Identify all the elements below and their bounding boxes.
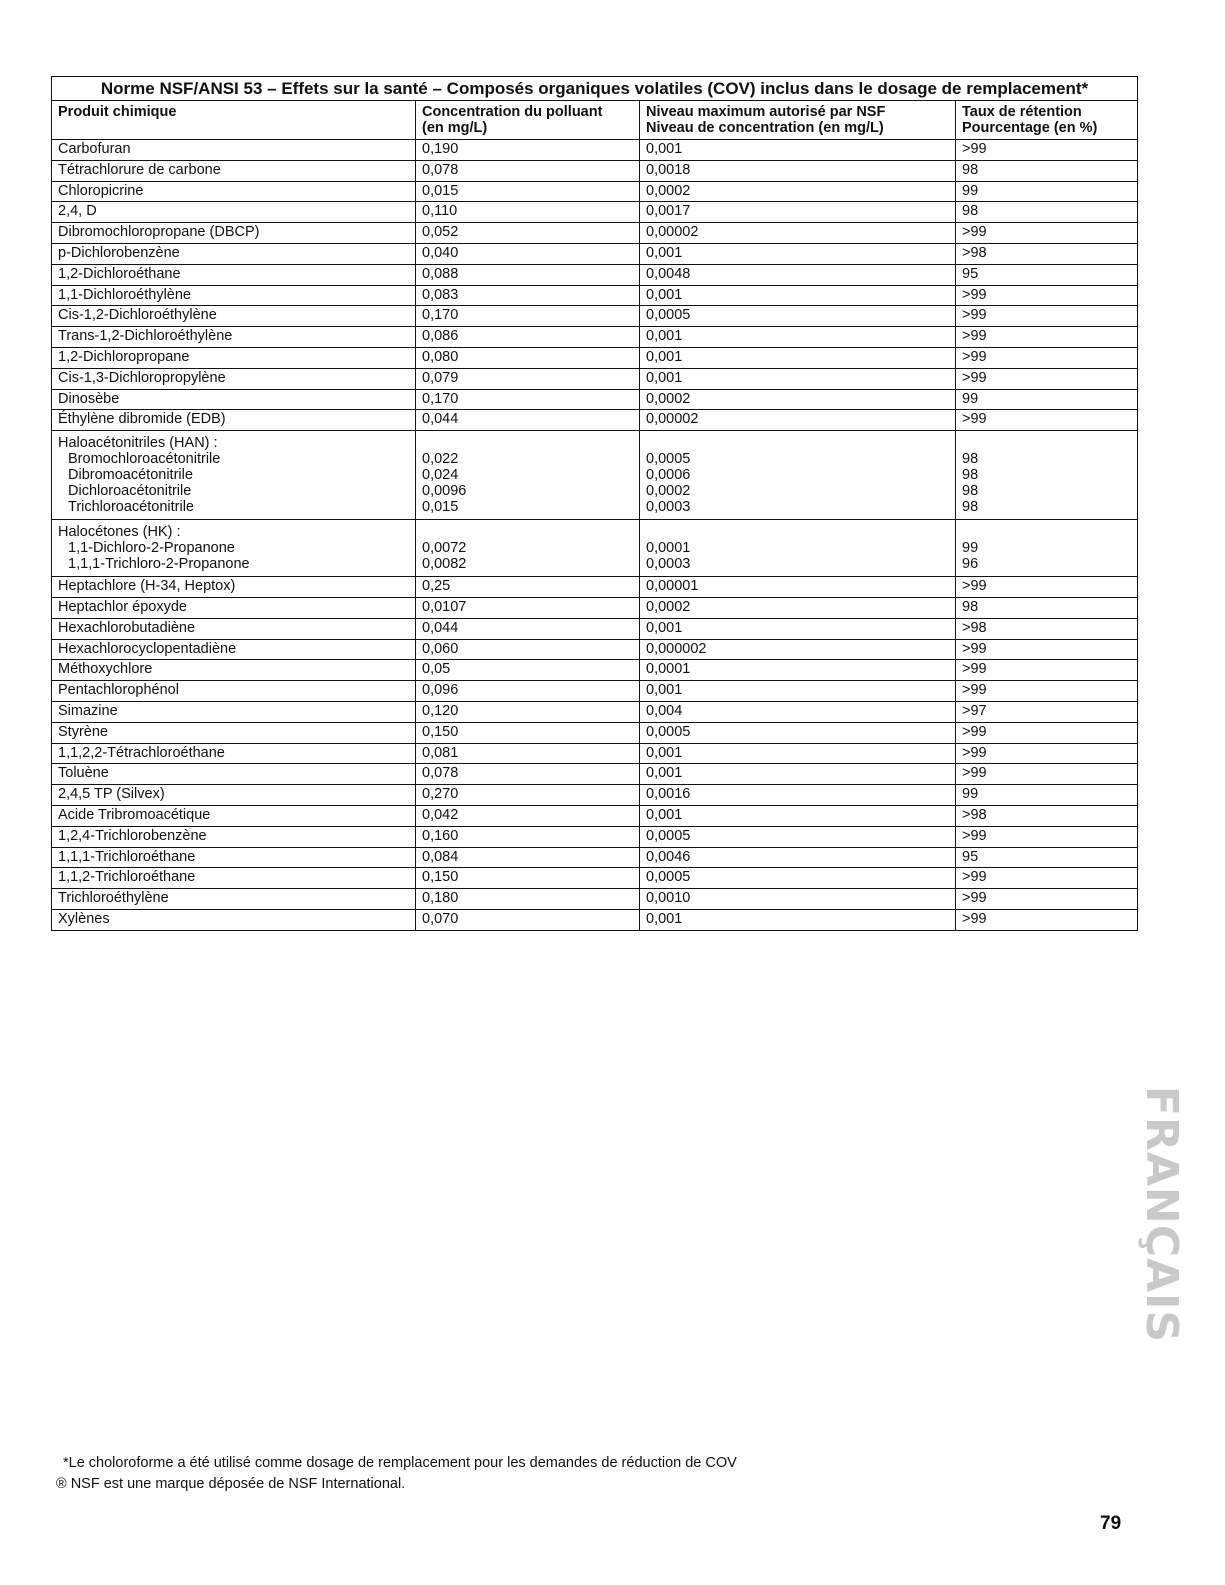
han-item-name: Dichloroacétonitrile xyxy=(68,483,192,500)
table-row xyxy=(52,660,1138,681)
chemical-name-cell: 1,1,2-Trichloroéthane xyxy=(52,868,416,889)
hk-group-label: Halocétones (HK) : xyxy=(58,524,181,541)
concentration-cell: 0,060 xyxy=(416,639,640,660)
retention-rate-cell: >99 xyxy=(956,368,1138,389)
max-level-cell: 0,001 xyxy=(640,243,956,264)
concentration-cell: 0,081 xyxy=(416,743,640,764)
max-level-cell: 0,001 xyxy=(640,347,956,368)
retention-rate-cell: >99 xyxy=(956,722,1138,743)
table-row xyxy=(52,597,1138,618)
table-row xyxy=(52,681,1138,702)
hk-item-name: 1,1-Dichloro-2-Propanone xyxy=(68,540,235,557)
cell-hk-conc xyxy=(416,520,640,577)
han-item-rate: 98 xyxy=(962,499,979,516)
max-level-cell: 0,0001 xyxy=(640,660,956,681)
retention-rate-cell: 98 xyxy=(956,160,1138,181)
chemical-name-cell: Pentachlorophénol xyxy=(52,681,416,702)
cell-hk-rate xyxy=(956,520,1138,577)
retention-rate-cell: 98 xyxy=(956,597,1138,618)
hk-item-max: 0,0003 xyxy=(646,556,691,573)
concentration-cell: 0,079 xyxy=(416,368,640,389)
table-row xyxy=(52,826,1138,847)
concentration-cell: 0,052 xyxy=(416,223,640,244)
chemical-name-cell: Heptachlore (H-34, Heptox) xyxy=(52,577,416,598)
chemical-name-cell: Toluène xyxy=(52,764,416,785)
hk-item-rate: 96 xyxy=(962,556,979,573)
table-row xyxy=(52,618,1138,639)
retention-rate-cell: >99 xyxy=(956,285,1138,306)
max-level-cell: 0,001 xyxy=(640,764,956,785)
chemical-name-cell: Chloropicrine xyxy=(52,181,416,202)
header-retention xyxy=(956,101,1138,140)
table-row xyxy=(52,743,1138,764)
han-item-max: 0,0006 xyxy=(646,467,691,484)
concentration-cell: 0,150 xyxy=(416,722,640,743)
table-body-part1 xyxy=(52,140,1138,431)
max-level-cell: 0,001 xyxy=(640,368,956,389)
header-concentration xyxy=(416,101,640,140)
chemical-name-cell: Heptachlor époxyde xyxy=(52,597,416,618)
hk-item-rate: 99 xyxy=(962,540,979,557)
max-level-cell: 0,0005 xyxy=(640,868,956,889)
chemical-name-cell: Méthoxychlore xyxy=(52,660,416,681)
concentration-cell: 0,120 xyxy=(416,701,640,722)
max-level-cell: 0,001 xyxy=(640,140,956,161)
retention-rate-cell: >99 xyxy=(956,868,1138,889)
concentration-cell: 0,078 xyxy=(416,764,640,785)
table-row-hk-group xyxy=(52,520,1138,577)
hk-item-conc: 0,0072 xyxy=(422,540,467,557)
retention-rate-cell: >99 xyxy=(956,909,1138,930)
table-row xyxy=(52,639,1138,660)
max-level-cell: 0,001 xyxy=(640,805,956,826)
table-row xyxy=(52,264,1138,285)
max-level-cell: 0,00001 xyxy=(640,577,956,598)
chemical-name-cell: Cis-1,3-Dichloropropylène xyxy=(52,368,416,389)
retention-rate-cell: 95 xyxy=(956,264,1138,285)
chemical-name-cell: Dinosèbe xyxy=(52,389,416,410)
header-max-level-line1: Niveau maximum autorisé par NSF xyxy=(646,104,886,120)
max-level-cell: 0,0002 xyxy=(640,597,956,618)
retention-rate-cell: >99 xyxy=(956,347,1138,368)
max-level-cell: 0,0016 xyxy=(640,785,956,806)
cell-han-rate xyxy=(956,431,1138,520)
max-level-cell: 0,0046 xyxy=(640,847,956,868)
chemical-name-cell: 2,4, D xyxy=(52,202,416,223)
concentration-cell: 0,080 xyxy=(416,347,640,368)
header-max-level xyxy=(640,101,956,140)
max-level-cell: 0,0005 xyxy=(640,722,956,743)
table-row xyxy=(52,160,1138,181)
concentration-cell: 0,078 xyxy=(416,160,640,181)
table-row xyxy=(52,764,1138,785)
header-chemical-line: Produit chimique xyxy=(58,104,177,120)
max-level-cell: 0,001 xyxy=(640,285,956,306)
chemical-name-cell: p-Dichlorobenzène xyxy=(52,243,416,264)
table-row xyxy=(52,243,1138,264)
retention-rate-cell: >99 xyxy=(956,889,1138,910)
table-title: Norme NSF/ANSI 53 – Effets sur la santé – Composés organiques volatiles (COV) inclus dans le dosage de remplacement* xyxy=(52,77,1138,101)
table-row xyxy=(52,389,1138,410)
concentration-cell: 0,044 xyxy=(416,618,640,639)
han-item-conc: 0,022 xyxy=(422,451,459,468)
concentration-cell: 0,170 xyxy=(416,389,640,410)
retention-rate-cell: 95 xyxy=(956,847,1138,868)
retention-rate-cell: >97 xyxy=(956,701,1138,722)
table-row xyxy=(52,785,1138,806)
retention-rate-cell: 99 xyxy=(956,181,1138,202)
max-level-cell: 0,001 xyxy=(640,327,956,348)
chemical-name-cell: Éthylène dibromide (EDB) xyxy=(52,410,416,431)
hk-item-name: 1,1,1-Trichloro-2-Propanone xyxy=(68,556,250,573)
han-item-name: Bromochloroacétonitrile xyxy=(68,451,221,468)
han-item-name: Trichloroacétonitrile xyxy=(68,499,194,516)
max-level-cell: 0,00002 xyxy=(640,410,956,431)
max-level-cell: 0,0005 xyxy=(640,306,956,327)
table-row-han-group xyxy=(52,431,1138,520)
han-item-conc: 0,015 xyxy=(422,499,459,516)
footnote-surrogate: *Le choloroforme a été utilisé comme dosage de remplacement pour les demandes de réduction de COV xyxy=(63,1455,737,1471)
table-row xyxy=(52,223,1138,244)
concentration-cell: 0,160 xyxy=(416,826,640,847)
retention-rate-cell: >99 xyxy=(956,764,1138,785)
table-row xyxy=(52,368,1138,389)
header-concentration-line2: (en mg/L) xyxy=(422,120,488,136)
voc-table xyxy=(51,76,1138,931)
hk-item-conc: 0,0082 xyxy=(422,556,467,573)
chemical-name-cell: Styrène xyxy=(52,722,416,743)
header-chemical xyxy=(52,101,416,140)
retention-rate-cell: >99 xyxy=(956,639,1138,660)
retention-rate-cell: >99 xyxy=(956,577,1138,598)
retention-rate-cell: >99 xyxy=(956,681,1138,702)
max-level-cell: 0,0002 xyxy=(640,389,956,410)
han-item-conc: 0,024 xyxy=(422,467,459,484)
table-row xyxy=(52,306,1138,327)
chemical-name-cell: Acide Tribromoacétique xyxy=(52,805,416,826)
max-level-cell: 0,0002 xyxy=(640,181,956,202)
table-row xyxy=(52,805,1138,826)
concentration-cell: 0,170 xyxy=(416,306,640,327)
table-body-groups xyxy=(52,431,1138,577)
concentration-cell: 0,044 xyxy=(416,410,640,431)
header-concentration-line1: Concentration du polluant xyxy=(422,104,603,120)
chemical-name-cell: 1,2,4-Trichlorobenzène xyxy=(52,826,416,847)
table-body-part2 xyxy=(52,577,1138,931)
max-level-cell: 0,0005 xyxy=(640,826,956,847)
retention-rate-cell: >99 xyxy=(956,140,1138,161)
concentration-cell: 0,096 xyxy=(416,681,640,702)
concentration-cell: 0,040 xyxy=(416,243,640,264)
max-level-cell: 0,004 xyxy=(640,701,956,722)
retention-rate-cell: >98 xyxy=(956,243,1138,264)
chemical-name-cell: 1,2-Dichloropropane xyxy=(52,347,416,368)
max-level-cell: 0,001 xyxy=(640,909,956,930)
header-retention-line1: Taux de rétention xyxy=(962,104,1082,120)
concentration-cell: 0,05 xyxy=(416,660,640,681)
chemical-name-cell: 1,1,2,2-Tétrachloroéthane xyxy=(52,743,416,764)
han-item-max: 0,0003 xyxy=(646,499,691,516)
chemical-name-cell: Cis-1,2-Dichloroéthylène xyxy=(52,306,416,327)
han-item-rate: 98 xyxy=(962,483,979,500)
table-row xyxy=(52,577,1138,598)
language-side-label xyxy=(1136,1085,1188,1343)
han-item-rate: 98 xyxy=(962,451,979,468)
chemical-name-cell: Hexachlorocyclopentadiène xyxy=(52,639,416,660)
table-row xyxy=(52,722,1138,743)
max-level-cell: 0,000002 xyxy=(640,639,956,660)
concentration-cell: 0,110 xyxy=(416,202,640,223)
chemical-name-cell: Carbofuran xyxy=(52,140,416,161)
header-retention-line2: Pourcentage (en %) xyxy=(962,120,1098,136)
chemical-name-cell: 1,1,1-Trichloroéthane xyxy=(52,847,416,868)
retention-rate-cell: 98 xyxy=(956,202,1138,223)
concentration-cell: 0,084 xyxy=(416,847,640,868)
table-row xyxy=(52,285,1138,306)
han-item-max: 0,0005 xyxy=(646,451,691,468)
table-row xyxy=(52,347,1138,368)
max-level-cell: 0,0017 xyxy=(640,202,956,223)
table-row xyxy=(52,410,1138,431)
chemical-name-cell: Trichloroéthylène xyxy=(52,889,416,910)
concentration-cell: 0,270 xyxy=(416,785,640,806)
concentration-cell: 0,0107 xyxy=(416,597,640,618)
concentration-cell: 0,180 xyxy=(416,889,640,910)
retention-rate-cell: >99 xyxy=(956,743,1138,764)
table-row xyxy=(52,181,1138,202)
retention-rate-cell: 99 xyxy=(956,389,1138,410)
cell-hk-max xyxy=(640,520,956,577)
language-side-label-text: FRANÇAIS xyxy=(1136,1085,1188,1343)
chemical-name-cell: Trans-1,2-Dichloroéthylène xyxy=(52,327,416,348)
table-row xyxy=(52,202,1138,223)
concentration-cell: 0,25 xyxy=(416,577,640,598)
concentration-cell: 0,190 xyxy=(416,140,640,161)
retention-rate-cell: >98 xyxy=(956,618,1138,639)
concentration-cell: 0,015 xyxy=(416,181,640,202)
concentration-cell: 0,042 xyxy=(416,805,640,826)
concentration-cell: 0,086 xyxy=(416,327,640,348)
retention-rate-cell: >99 xyxy=(956,410,1138,431)
retention-rate-cell: >98 xyxy=(956,805,1138,826)
table-row xyxy=(52,868,1138,889)
cell-han-conc xyxy=(416,431,640,520)
chemical-name-cell: Hexachlorobutadiène xyxy=(52,618,416,639)
chemical-name-cell: Xylènes xyxy=(52,909,416,930)
table-row xyxy=(52,701,1138,722)
chemical-name-cell: 2,4,5 TP (Silvex) xyxy=(52,785,416,806)
han-item-max: 0,0002 xyxy=(646,483,691,500)
retention-rate-cell: >99 xyxy=(956,660,1138,681)
chemical-name-cell: 1,1-Dichloroéthylène xyxy=(52,285,416,306)
chemical-name-cell: Dibromochloropropane (DBCP) xyxy=(52,223,416,244)
table-row xyxy=(52,909,1138,930)
max-level-cell: 0,001 xyxy=(640,618,956,639)
chemical-name-cell: Tétrachlorure de carbone xyxy=(52,160,416,181)
retention-rate-cell: >99 xyxy=(956,327,1138,348)
page-number: 79 xyxy=(1100,1513,1122,1534)
max-level-cell: 0,0048 xyxy=(640,264,956,285)
max-level-cell: 0,001 xyxy=(640,681,956,702)
hk-item-max: 0,0001 xyxy=(646,540,691,557)
han-item-conc: 0,0096 xyxy=(422,483,467,500)
table-row xyxy=(52,847,1138,868)
table-row xyxy=(52,327,1138,348)
chemical-name-cell: 1,2-Dichloroéthane xyxy=(52,264,416,285)
han-group-label: Haloacétonitriles (HAN) : xyxy=(58,435,218,452)
cell-han-max xyxy=(640,431,956,520)
retention-rate-cell: >99 xyxy=(956,223,1138,244)
max-level-cell: 0,0018 xyxy=(640,160,956,181)
han-item-rate: 98 xyxy=(962,467,979,484)
concentration-cell: 0,083 xyxy=(416,285,640,306)
concentration-cell: 0,150 xyxy=(416,868,640,889)
max-level-cell: 0,00002 xyxy=(640,223,956,244)
han-item-name: Dibromoacétonitrile xyxy=(68,467,193,484)
concentration-cell: 0,070 xyxy=(416,909,640,930)
retention-rate-cell: >99 xyxy=(956,306,1138,327)
chemical-name-cell: Simazine xyxy=(52,701,416,722)
footnote-trademark: ® NSF est une marque déposée de NSF International. xyxy=(56,1476,406,1492)
retention-rate-cell: 99 xyxy=(956,785,1138,806)
max-level-cell: 0,0010 xyxy=(640,889,956,910)
concentration-cell: 0,088 xyxy=(416,264,640,285)
table-row xyxy=(52,140,1138,161)
cell-han-names xyxy=(52,431,416,520)
retention-rate-cell: >99 xyxy=(956,826,1138,847)
table-row xyxy=(52,889,1138,910)
max-level-cell: 0,001 xyxy=(640,743,956,764)
header-max-level-line2: Niveau de concentration (en mg/L) xyxy=(646,120,884,136)
cell-hk-names xyxy=(52,520,416,577)
